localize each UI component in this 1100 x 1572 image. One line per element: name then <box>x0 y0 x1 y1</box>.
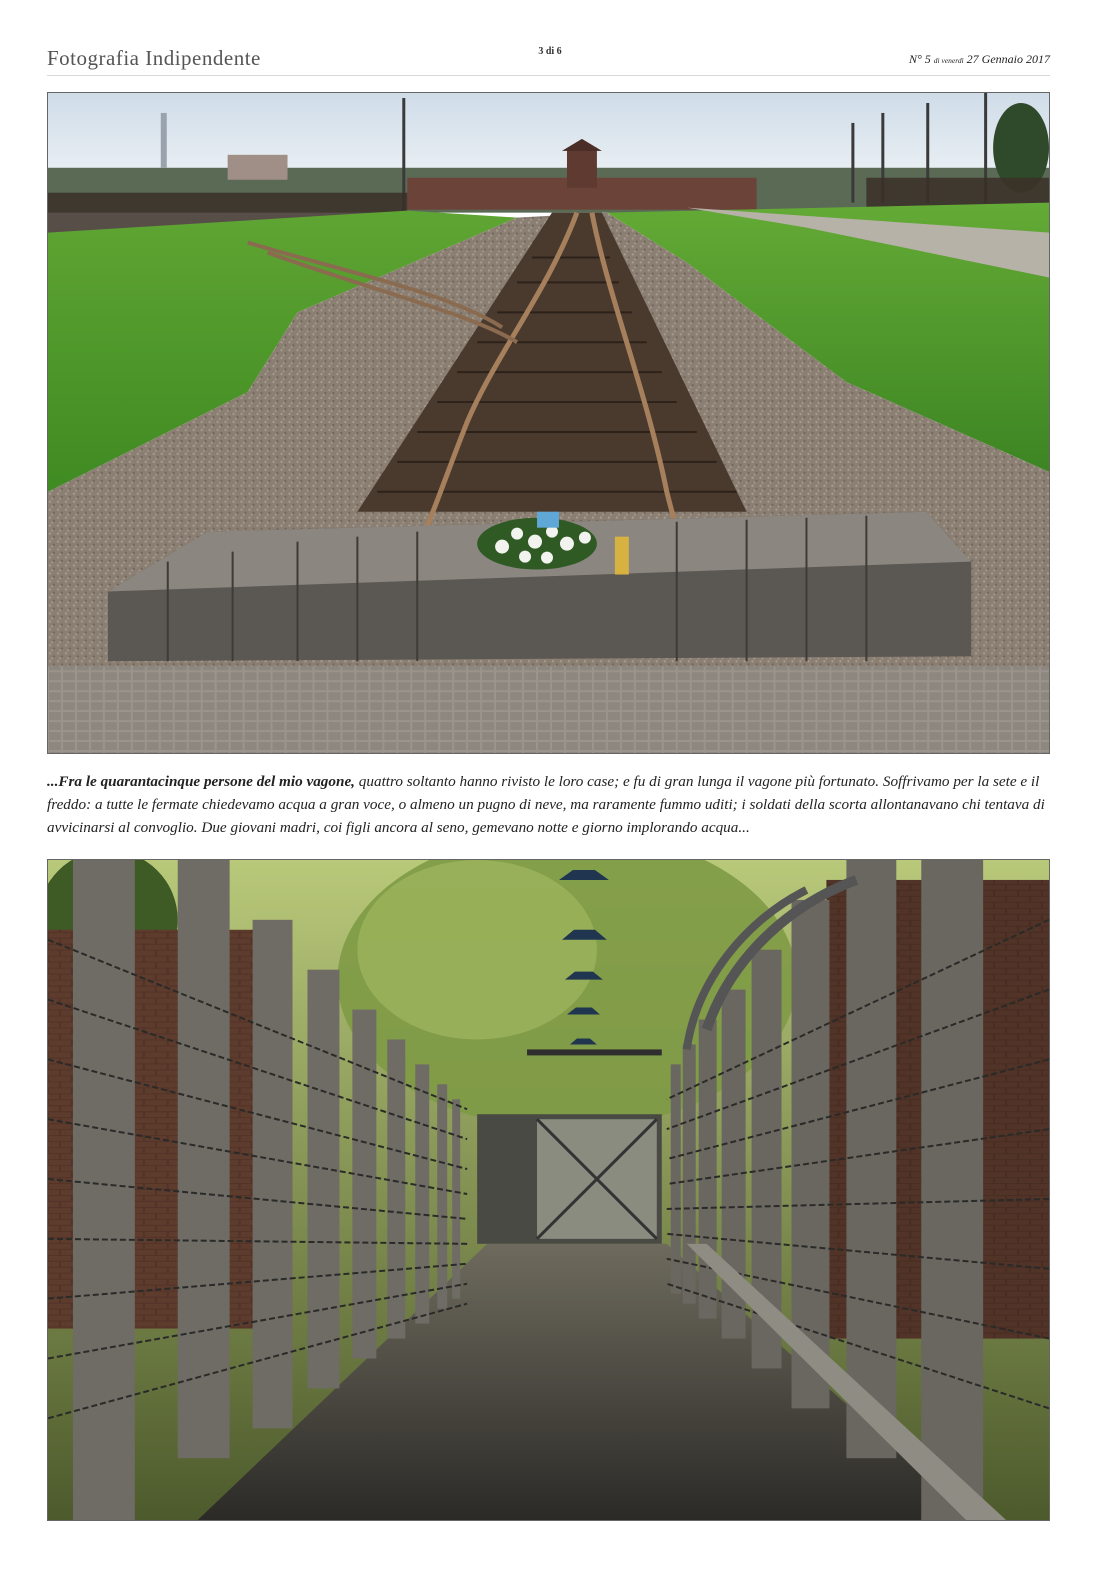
caption-body: quattro soltanto hanno rivisto le loro case; e fu di gran lunga il vagone più fortunato. Soffrivamo per la sete e il freddo: a tutte le fermate chiedevamo acqua a gran voce, o almeno un pugno di neve, ma raramente fummo uditi; i soldati della scorta allontanavano chi tentava di avvicinarsi al convoglio. Due giovani madri, coi figli ancora al seno, gemevano notte e giorno implorando acqua... <box>47 773 1045 836</box>
photo-railway-tracks <box>47 92 1050 754</box>
header-divider <box>47 75 1050 76</box>
page-number: 3 di 6 <box>538 46 562 57</box>
issue-info <box>909 52 1050 67</box>
issue-number: N° 5 <box>908 52 931 66</box>
caption-lead: ...Fra le quarantacinque persone del mio vagone, <box>47 773 355 790</box>
railway-tracks-illustration <box>48 93 1049 753</box>
photo-barbed-wire-corridor <box>47 859 1050 1521</box>
masthead-title: Fotografia Indipendente <box>47 46 261 70</box>
issue-date: 27 Gennaio 2017 <box>966 52 1050 66</box>
caption-quote <box>47 770 1052 839</box>
barbed-wire-illustration <box>48 860 1049 1520</box>
issue-day: di venerdì <box>933 56 964 65</box>
